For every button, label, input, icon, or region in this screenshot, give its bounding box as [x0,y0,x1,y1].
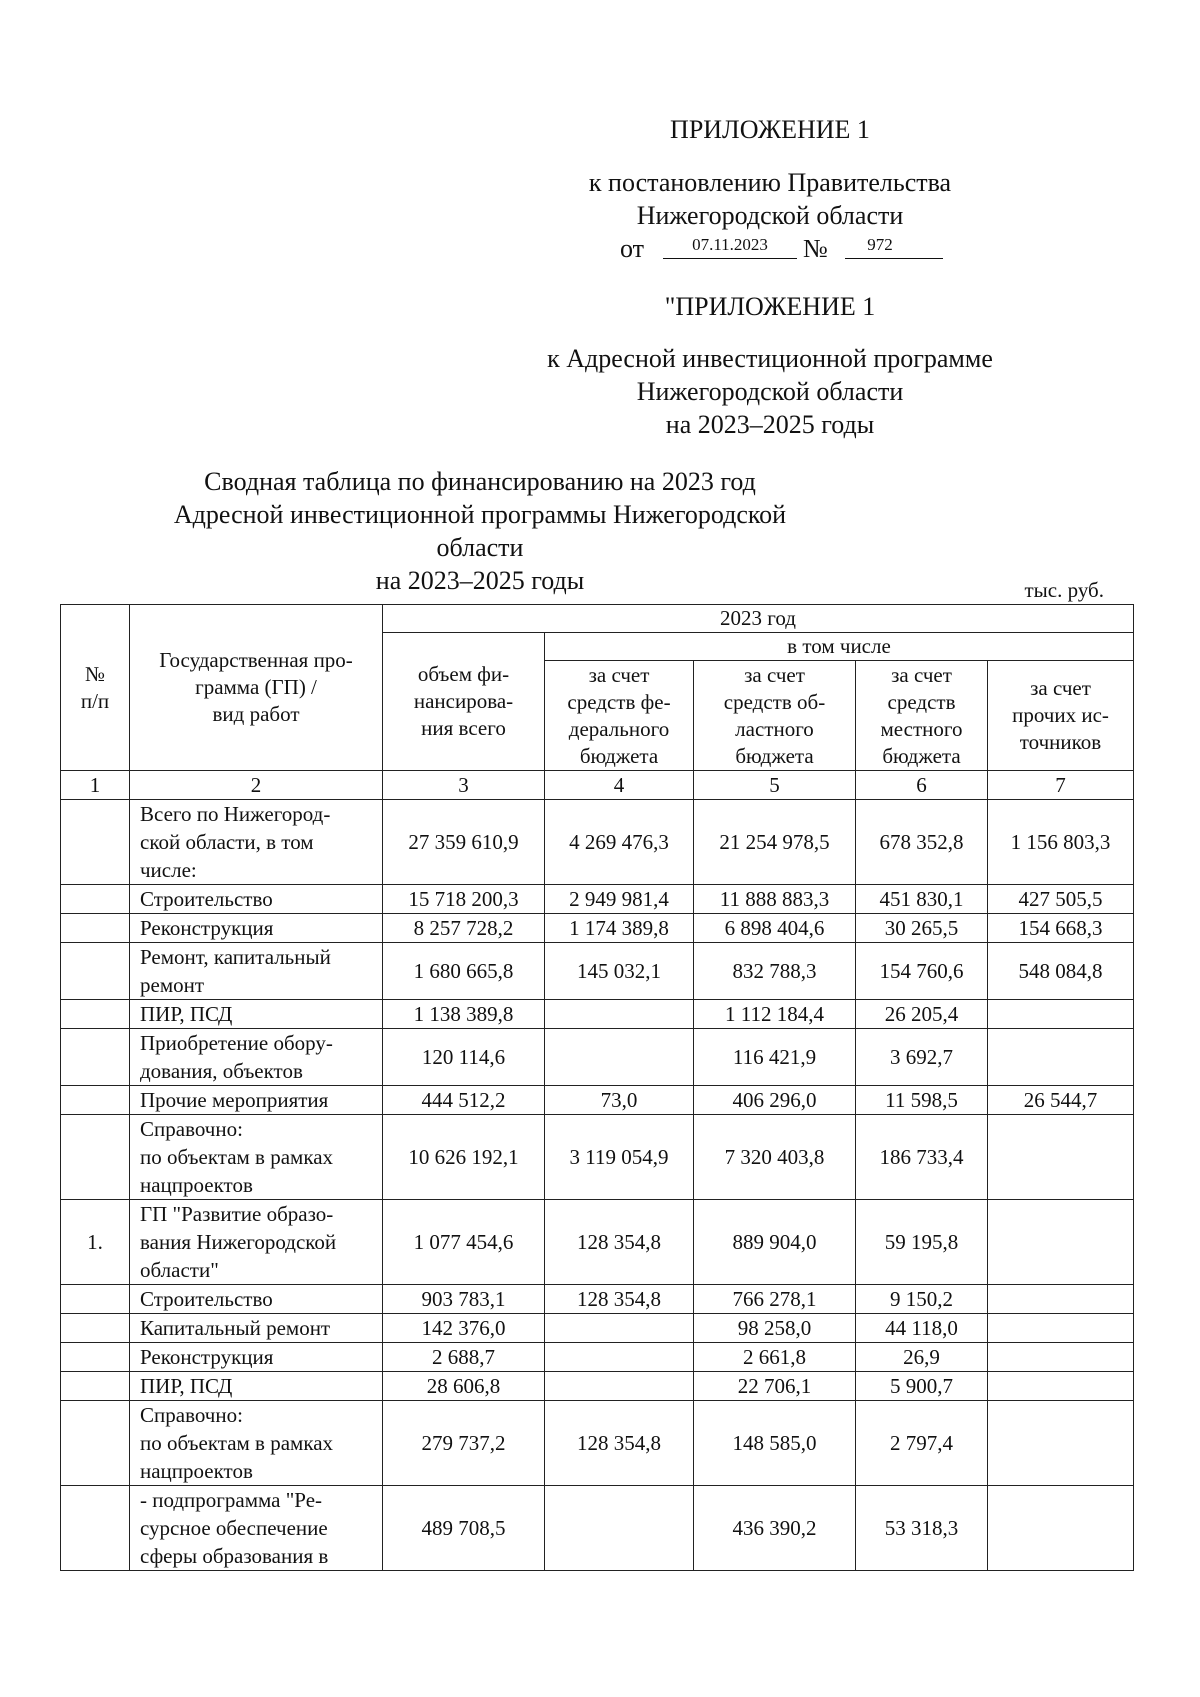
row-name: Реконструкция [130,914,383,943]
regional-amount: 22 706,1 [694,1372,856,1401]
row-number [61,1285,130,1314]
col-number: 4 [545,771,694,800]
federal-amount: 1 174 389,8 [545,914,694,943]
table-row [61,1314,1134,1343]
row-name: Строительство [130,1285,383,1314]
regional-amount: 832 788,3 [694,943,856,1000]
inner-appendix-heading: "ПРИЛОЖЕНИЕ 1 [664,292,876,321]
federal-amount [545,1314,694,1343]
row-number [61,1029,130,1086]
row-number [61,914,130,943]
table-row [61,1000,1134,1029]
col-number: 1 [61,771,130,800]
col-number: 5 [694,771,856,800]
total-amount: 1 680 665,8 [383,943,545,1000]
col-number: 7 [988,771,1134,800]
row-name: - подпрограмма "Ре- сурсное обеспечение сферы образования в [130,1486,383,1571]
table-title [130,465,830,597]
table-row [61,885,1134,914]
other-amount: 154 668,3 [988,914,1134,943]
col-number: 6 [856,771,988,800]
federal-amount: 128 354,8 [545,1285,694,1314]
local-amount: 26 205,4 [856,1000,988,1029]
row-name: Справочно: по объектам в рамках нацпроектов [130,1115,383,1200]
local-amount: 30 265,5 [856,914,988,943]
other-amount: 26 544,7 [988,1086,1134,1115]
regional-amount: 116 421,9 [694,1029,856,1086]
table-row [61,1372,1134,1401]
number-sign: № [803,234,828,263]
local-amount: 3 692,7 [856,1029,988,1086]
total-amount: 903 783,1 [383,1285,545,1314]
regional-amount: 2 661,8 [694,1343,856,1372]
local-amount: 53 318,3 [856,1486,988,1571]
other-amount: 548 084,8 [988,943,1134,1000]
row-number [61,1372,130,1401]
total-amount: 28 606,8 [383,1372,545,1401]
row-number [61,1486,130,1571]
total-amount: 120 114,6 [383,1029,545,1086]
federal-amount: 3 119 054,9 [545,1115,694,1200]
header-program: Государственная про- грамма (ГП) / вид работ [130,605,383,771]
row-number [61,1401,130,1486]
federal-amount: 2 949 981,4 [545,885,694,914]
regional-amount: 148 585,0 [694,1401,856,1486]
program-reference [500,342,1040,441]
row-number [61,800,130,885]
header-total: объем фи- нансирова- ния всего [383,633,545,771]
regional-amount: 98 258,0 [694,1314,856,1343]
local-amount: 186 733,4 [856,1115,988,1200]
other-amount [988,1486,1134,1571]
row-name: Капитальный ремонт [130,1314,383,1343]
local-amount: 26,9 [856,1343,988,1372]
header-year: 2023 год [383,605,1134,633]
row-name: Приобретение обору- дования, объектов [130,1029,383,1086]
local-amount: 154 760,6 [856,943,988,1000]
total-amount: 1 138 389,8 [383,1000,545,1029]
row-number [61,1000,130,1029]
from-label: от [620,234,645,263]
local-amount: 9 150,2 [856,1285,988,1314]
local-amount: 2 797,4 [856,1401,988,1486]
federal-amount: 128 354,8 [545,1401,694,1486]
federal-amount: 128 354,8 [545,1200,694,1285]
local-amount: 678 352,8 [856,800,988,885]
row-number [61,1343,130,1372]
table-row [61,943,1134,1000]
table-row [61,1086,1134,1115]
row-name: ПИР, ПСД [130,1000,383,1029]
other-amount [988,1000,1134,1029]
header-regional: за счет средств об- ластного бюджета [694,661,856,771]
decree-reference [500,166,1040,232]
other-amount [988,1314,1134,1343]
decree-line-1: к постановлению Правительства [588,168,952,197]
table-row [61,1115,1134,1200]
col-number: 2 [130,771,383,800]
federal-amount [545,1029,694,1086]
row-name: ГП "Развитие образо- вания Нижегородской области" [130,1200,383,1285]
total-amount: 279 737,2 [383,1401,545,1486]
regional-amount: 889 904,0 [694,1200,856,1285]
total-amount: 2 688,7 [383,1343,545,1372]
other-amount [988,1285,1134,1314]
decree-line-2: Нижегородской области [636,201,904,230]
regional-amount: 21 254 978,5 [694,800,856,885]
row-number [61,1086,130,1115]
federal-amount: 145 032,1 [545,943,694,1000]
header-num: № п/п [61,605,130,771]
total-amount: 142 376,0 [383,1314,545,1343]
total-amount: 444 512,2 [383,1086,545,1115]
table-row [61,1401,1134,1486]
row-number [61,885,130,914]
regional-amount: 6 898 404,6 [694,914,856,943]
other-amount: 427 505,5 [988,885,1134,914]
total-amount: 489 708,5 [383,1486,545,1571]
header-including: в том числе [545,633,1134,661]
financing-table [60,604,1134,1571]
federal-amount: 4 269 476,3 [545,800,694,885]
regional-amount: 7 320 403,8 [694,1115,856,1200]
header-other: за счет прочих ис- точников [988,661,1134,771]
row-number [61,1314,130,1343]
federal-amount: 73,0 [545,1086,694,1115]
table-row [61,1029,1134,1086]
program-line-2: Нижегородской области [636,377,904,406]
total-amount: 10 626 192,1 [383,1115,545,1200]
row-name: Ремонт, капитальный ремонт [130,943,383,1000]
header-row-1 [61,605,1134,633]
total-amount: 15 718 200,3 [383,885,545,914]
total-amount: 8 257 728,2 [383,914,545,943]
header-local: за счет средств местного бюджета [856,661,988,771]
regional-amount: 436 390,2 [694,1486,856,1571]
other-amount [988,1401,1134,1486]
other-amount [988,1200,1134,1285]
units-label: тыс. руб. [1024,578,1104,602]
other-amount [988,1372,1134,1401]
decree-number: 972 [867,235,893,254]
local-amount: 451 830,1 [856,885,988,914]
federal-amount [545,1372,694,1401]
federal-amount [545,1000,694,1029]
title-line-1: Сводная таблица по финансированию на 2023 год [204,467,756,496]
row-name: Строительство [130,885,383,914]
table-row [61,1486,1134,1571]
local-amount: 44 118,0 [856,1314,988,1343]
table-row [61,800,1134,885]
total-amount: 27 359 610,9 [383,800,545,885]
local-amount: 59 195,8 [856,1200,988,1285]
total-amount: 1 077 454,6 [383,1200,545,1285]
other-amount [988,1115,1134,1200]
regional-amount: 1 112 184,4 [694,1000,856,1029]
title-line-3: на 2023–2025 годы [375,566,585,595]
other-amount [988,1343,1134,1372]
row-name: Реконструкция [130,1343,383,1372]
program-line-1: к Адресной инвестиционной программе [547,344,993,373]
title-line-2: Адресной инвестиционной программы Нижегородской области [173,500,787,562]
regional-amount: 406 296,0 [694,1086,856,1115]
row-name: Справочно: по объектам в рамках нацпроектов [130,1401,383,1486]
local-amount: 5 900,7 [856,1372,988,1401]
local-amount: 11 598,5 [856,1086,988,1115]
regional-amount: 766 278,1 [694,1285,856,1314]
decree-date-number [500,232,1040,262]
row-number [61,943,130,1000]
other-amount: 1 156 803,3 [988,800,1134,885]
row-name: ПИР, ПСД [130,1372,383,1401]
federal-amount [545,1486,694,1571]
col-number: 3 [383,771,545,800]
column-number-row [61,771,1134,800]
other-amount [988,1029,1134,1086]
federal-amount [545,1343,694,1372]
table-row [61,914,1134,943]
row-number [61,1115,130,1200]
row-name: Всего по Нижегород- ской области, в том числе: [130,800,383,885]
row-number: 1. [61,1200,130,1285]
appendix-heading: ПРИЛОЖЕНИЕ 1 [670,115,870,144]
table-row [61,1343,1134,1372]
table-row [61,1285,1134,1314]
table-body [61,605,1134,1571]
program-line-3: на 2023–2025 годы [665,410,875,439]
regional-amount: 11 888 883,3 [694,885,856,914]
decree-date: 07.11.2023 [692,235,768,254]
table-row [61,1200,1134,1285]
row-name: Прочие мероприятия [130,1086,383,1115]
header-federal: за счет средств фе- дерального бюджета [545,661,694,771]
